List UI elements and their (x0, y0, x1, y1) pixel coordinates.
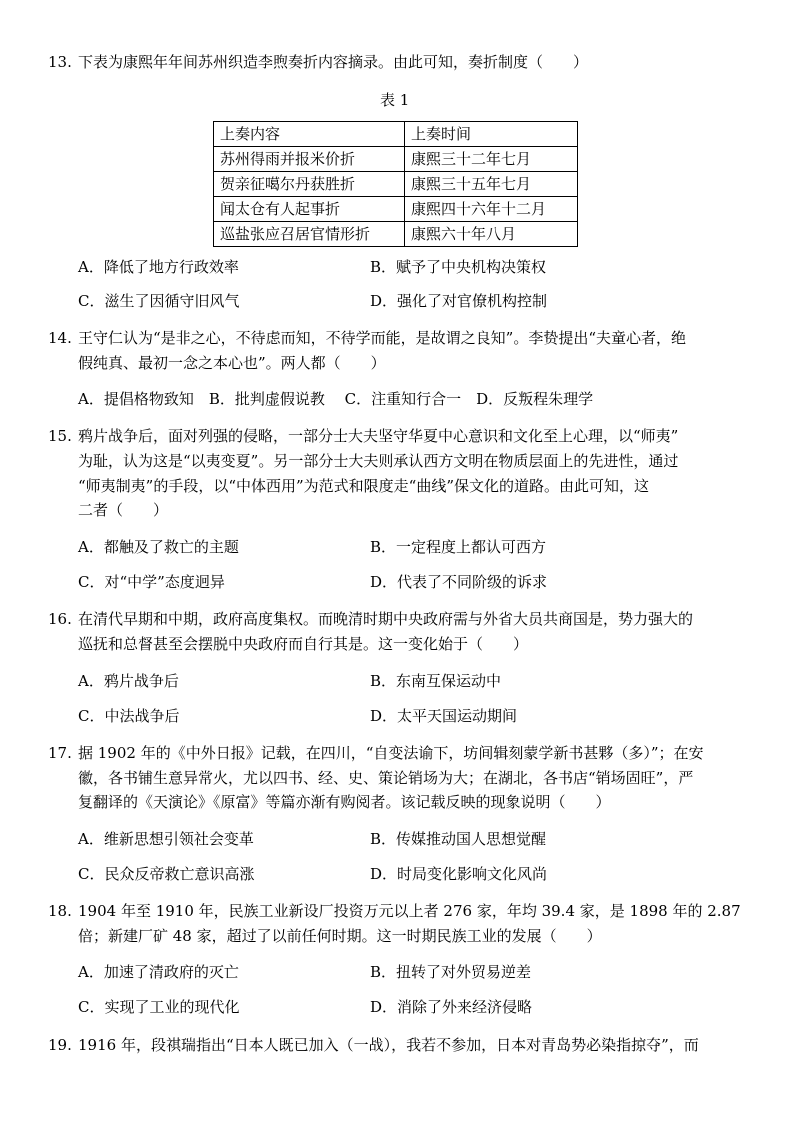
option-b: B．扭转了对外贸易逆差 (370, 963, 532, 981)
question-number: 13. (48, 53, 72, 71)
option-c: C．滋生了因循守旧风气 (78, 292, 240, 310)
question-stem-line: 为耻，认为这是“以夷变夏”。另一部分士大夫则承认西方文明在物质层面上的先进性，通过 (78, 452, 679, 470)
option-d: D．时局变化影响文化风尚 (370, 865, 548, 883)
option-a: A．加速了清政府的灭亡 (78, 963, 239, 981)
question-number: 16. (48, 610, 72, 628)
options-inline: A．提倡格物致知 B．批判虚假说教 C．注重知行合一 D．反叛程朱理学 (78, 390, 594, 408)
option-d: D．太平天国运动期间 (370, 707, 518, 725)
question-stem-line: 1916 年，段祺瑞指出“日本人既已加入（一战），我若不参加，日本对青岛势必染指掠夺”，而 (78, 1036, 699, 1054)
question-stem-line: 二者（ ） (78, 501, 169, 519)
option-c: C．实现了工业的现代化 (78, 998, 240, 1016)
table-cell: 贺亲征噶尔丹获胜折 (214, 172, 405, 197)
question-stem-line: 在清代早期和中期，政府高度集权。而晚清时期中央政府需与外省大员共商国是，势力强大的 (78, 610, 694, 628)
table-header-row (214, 122, 578, 147)
option-c: C．中法战争后 (78, 707, 180, 725)
table-caption: 表 1 (380, 91, 410, 109)
table-row (214, 147, 578, 172)
question-number: 19. (48, 1036, 72, 1054)
option-c: C．对“中学”态度迥异 (78, 573, 225, 591)
table-row (214, 197, 578, 222)
question-number: 15. (48, 427, 72, 445)
question-stem-line: 1904 年至 1910 年，民族工业新设厂投资万元以上者 276 家，年均 39.4 家，是 1898 年的 2.87 (78, 902, 741, 920)
question-stem-line: 假纯真、最初一念之本心也”。两人都（ ） (78, 354, 386, 372)
question-stem-line: 复翻译的《天演论》《原富》等篇亦渐有购阅者。该记载反映的现象说明（ ） (78, 793, 611, 811)
question-number: 18. (48, 902, 72, 920)
question-stem-line: 倍；新建厂矿 48 家，超过了以前任何时期。这一时期民族工业的发展（ ） (78, 927, 602, 945)
question-stem-line: 徽，各书铺生意异常火，尤以四书、经、史、策论销场为大；在湖北，各书店“销场固旺”，严 (78, 769, 694, 787)
option-a: A．都触及了救亡的主题 (78, 538, 239, 556)
table-header-cell: 上奏时间 (405, 122, 578, 147)
option-c: C．民众反帝救亡意识高涨 (78, 865, 255, 883)
table-row (214, 222, 578, 247)
table-cell: 康熙四十六年十二月 (405, 197, 578, 222)
option-a: A．维新思想引领社会变革 (78, 830, 254, 848)
table-cell: 康熙三十二年七月 (405, 147, 578, 172)
option-b: B．赋予了中央机构决策权 (370, 258, 547, 276)
question-number: 14. (48, 329, 72, 347)
question-stem-line: 鸦片战争后，面对列强的侵略，一部分士大夫坚守华夏中心意识和文化至上心理，以“师夷” (78, 427, 679, 445)
table-cell: 巡盐张应召居官情形折 (214, 222, 405, 247)
memorial-table (213, 121, 578, 247)
table-cell: 康熙三十五年七月 (405, 172, 578, 197)
question-number: 17. (48, 744, 72, 762)
option-d: D．代表了不同阶级的诉求 (370, 573, 548, 591)
table-cell: 康熙六十年八月 (405, 222, 578, 247)
option-b: B．东南互保运动中 (370, 672, 502, 690)
question-stem-line: 据 1902 年的《中外日报》记载，在四川，“自变法谕下，坊间辑刻蒙学新书甚夥（多）”；在安 (78, 744, 704, 762)
question-stem-line: 王守仁认为“是非之心，不待虑而知，不待学而能，是故谓之良知”。李贽提出“夫童心者，绝 (78, 329, 687, 347)
option-b: B．一定程度上都认可西方 (370, 538, 547, 556)
option-a: A．鸦片战争后 (78, 672, 179, 690)
option-a: A．降低了地方行政效率 (78, 258, 239, 276)
option-d: D．消除了外来经济侵略 (370, 998, 533, 1016)
question-stem-line: 下表为康熙年年间苏州织造李煦奏折内容摘录。由此可知，奏折制度（ ） (78, 53, 589, 71)
option-d: D．强化了对官僚机构控制 (370, 292, 548, 310)
option-b: B．传媒推动国人思想觉醒 (370, 830, 547, 848)
question-stem-line: 巡抚和总督甚至会摆脱中央政府而自行其是。这一变化始于（ ） (78, 635, 529, 653)
question-stem-line: “师夷制夷”的手段，以“中体西用”为范式和限度走“曲线”保文化的道路。由此可知，这 (78, 477, 650, 495)
table-cell: 苏州得雨并报米价折 (214, 147, 405, 172)
table-cell: 闻太仓有人起事折 (214, 197, 405, 222)
table-header-cell: 上奏内容 (214, 122, 405, 147)
table-row (214, 172, 578, 197)
